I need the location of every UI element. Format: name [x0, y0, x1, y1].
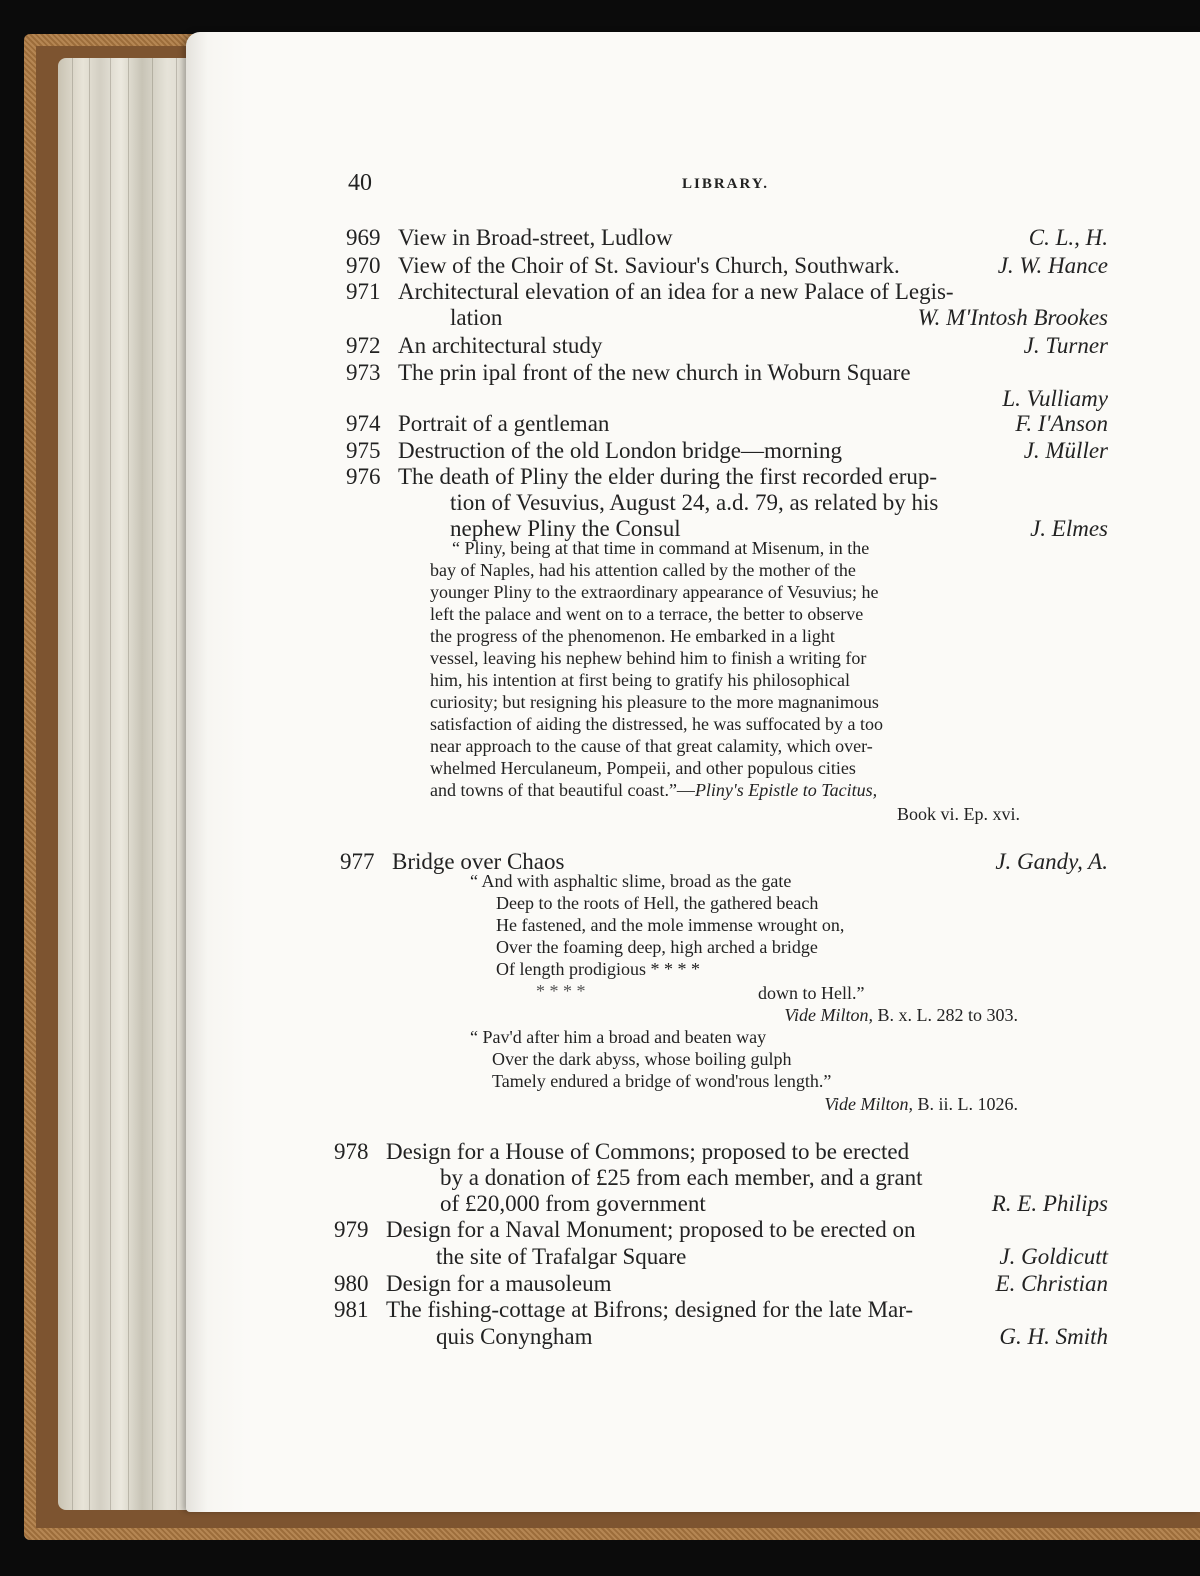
- source-work: Vide Milton,: [824, 1094, 913, 1114]
- entry-number: 973: [346, 360, 381, 385]
- quote-line: “ Pliny, being at that time in command at Misenum, in the: [452, 538, 870, 558]
- quote-line: the progress of the phenomenon. He embarked in a light: [430, 626, 835, 646]
- quote-reference: Book vi. Ep. xvi.: [896, 804, 1020, 824]
- quote-line: younger Pliny to the extraordinary appearance of Vesuvius; he: [430, 582, 879, 602]
- entry-number: 969: [346, 225, 381, 250]
- entry-title-line: Design for a mausoleum: [386, 1271, 612, 1296]
- entry-number: 974: [346, 411, 381, 436]
- quote-line: curiosity; but resigning his pleasure to the more magnanimous: [430, 692, 879, 712]
- verse-line: Over the dark abyss, whose boiling gulph: [492, 1049, 792, 1069]
- entry-title-line: The death of Pliny the elder during the first recorded erup-: [398, 464, 938, 489]
- entry-artist: J. Müller: [1023, 438, 1108, 463]
- entry-artist: F. I'Anson: [1015, 411, 1108, 436]
- entry-artist: J. Elmes: [1030, 516, 1108, 541]
- entry-number: 980: [334, 1271, 369, 1296]
- entry-number: 975: [346, 438, 381, 463]
- page-number: 40: [348, 170, 372, 196]
- quote-line: near approach to the cause of that great calamity, which over-: [430, 736, 873, 756]
- verse-line: Over the foaming deep, high arched a bridge: [496, 937, 818, 957]
- quote-source: [784, 1006, 1018, 1024]
- page-edges: [58, 58, 198, 1510]
- quote-line: vessel, leaving his nephew behind him to finish a writing for: [430, 648, 867, 668]
- entry-title-line: lation: [450, 305, 503, 330]
- entry-number: 979: [334, 1217, 369, 1242]
- entry-artist: J. Turner: [1023, 333, 1108, 358]
- entry-title-line: quis Conyngham: [436, 1324, 593, 1349]
- verse-line: Of length prodigious * * * *: [496, 959, 700, 979]
- entry-title-line: the site of Trafalgar Square: [436, 1244, 687, 1269]
- running-head: LIBRARY.: [682, 176, 770, 192]
- entry-title-line: Design for a House of Commons; proposed to be erected: [386, 1139, 910, 1164]
- verse-line: down to Hell.”: [758, 983, 865, 1003]
- entry-title-line: Design for a Naval Monument; proposed to be erected on: [386, 1217, 916, 1242]
- entry-number: 981: [334, 1297, 369, 1322]
- quote-line: left the palace and went on to a terrace, the better to observe: [430, 604, 864, 624]
- quote-line: bay of Naples, had his attention called by the mother of the: [430, 560, 856, 580]
- entry-number: 977: [340, 849, 375, 874]
- entry-title-line: Bridge over Chaos: [392, 849, 565, 874]
- quote-line: whelmed Herculaneum, Pompeii, and other populous cities: [430, 758, 856, 778]
- quote-source: Pliny's Epistle to Tacitus,: [694, 780, 878, 800]
- quote-line: him, his intention at first being to gratify his philosophical: [430, 670, 850, 690]
- ellipsis-asterisks: * * * *: [536, 981, 586, 1001]
- entry-number: 978: [334, 1139, 369, 1164]
- verse-line: Tamely endured a bridge of wond'rous length.”: [492, 1071, 832, 1091]
- verse-line: Deep to the roots of Hell, the gathered beach: [496, 893, 819, 913]
- entry-artist: G. H. Smith: [999, 1324, 1108, 1349]
- source-ref: B. x. L. 282 to 303.: [872, 1005, 1018, 1025]
- entry-title-line: An architectural study: [398, 333, 603, 358]
- entry-title-line: Portrait of a gentleman: [398, 411, 610, 436]
- entry-number: 976: [346, 464, 381, 489]
- entry-title-line: View in Broad-street, Ludlow: [398, 225, 673, 250]
- entry-artist: W. M'Intosh Brookes: [917, 305, 1108, 330]
- entry-artist: J. Gandy, A.: [995, 849, 1108, 874]
- verse-line: “ Pav'd after him a broad and beaten way: [470, 1027, 767, 1047]
- entry-artist: J. W. Hance: [997, 253, 1108, 278]
- entry-title-line: of £20,000 from government: [440, 1191, 706, 1216]
- source-work: Vide Milton,: [784, 1005, 873, 1025]
- quote-line: satisfaction of aiding the distressed, he was suffocated by a too: [430, 714, 884, 734]
- entry-number: 971: [346, 279, 381, 304]
- entry-title-line: Architectural elevation of an idea for a new Palace of Legis-: [398, 279, 954, 304]
- entry-artist: J. Goldicutt: [999, 1244, 1108, 1269]
- quote-source: [824, 1095, 1018, 1113]
- entry-title-line: tion of Vesuvius, August 24, a.d. 79, as related by his: [450, 490, 939, 515]
- entry-title-line: The fishing-cottage at Bifrons; designed for the late Mar-: [386, 1297, 914, 1322]
- entry-artist: R. E. Philips: [991, 1191, 1108, 1216]
- entry-title-line: The prin ipal front of the new church in Woburn Square: [398, 360, 911, 385]
- entry-title-line: Destruction of the old London bridge—morning: [398, 438, 842, 463]
- entry-artist: L. Vulliamy: [1002, 386, 1108, 411]
- entry-title-line: by a donation of £25 from each member, and a grant: [440, 1165, 923, 1190]
- quote-line: and towns of that beautiful coast.”—Pliny's Epistle to Tacitus,: [430, 780, 878, 800]
- entry-title-line: View of the Choir of St. Saviour's Church, Southwark.: [398, 253, 900, 278]
- source-ref: B. ii. L. 1026.: [912, 1094, 1018, 1114]
- verse-line: “ And with asphaltic slime, broad as the gate: [470, 871, 792, 891]
- entry-title-line: nephew Pliny the Consul: [450, 516, 681, 541]
- entry-artist: C. L., H.: [1028, 225, 1108, 250]
- entry-number: 972: [346, 333, 381, 358]
- entry-number: 970: [346, 253, 381, 278]
- verse-line: He fastened, and the mole immense wrought on,: [496, 915, 845, 935]
- entry-artist: E. Christian: [995, 1271, 1108, 1296]
